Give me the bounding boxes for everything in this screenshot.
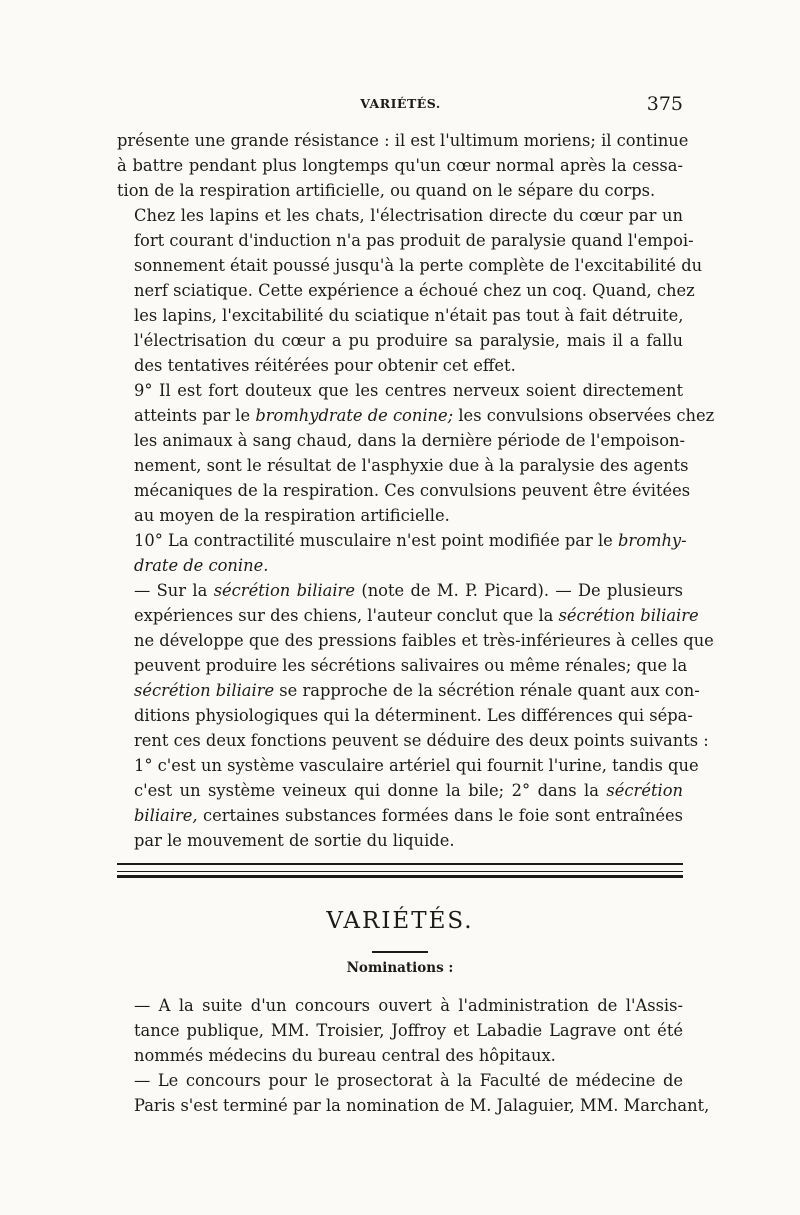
text-line: nommés médecins du bureau central des hôpitaux. [134, 1046, 556, 1065]
text-line: des tentatives réitérées pour obtenir cet effet. [134, 356, 516, 375]
text-line: — Sur la sécrétion biliaire (note de M. P. Picard). — De plusieurs [134, 581, 683, 600]
section-text [117, 993, 710, 1118]
section-subheading: Nominations : [346, 960, 454, 976]
text-line: expériences sur des chiens, l'auteur conclut que la sécrétion biliaire [134, 606, 699, 625]
body-paragraph [117, 128, 689, 203]
section-paragraph [117, 1068, 710, 1118]
text-line: Chez les lapins et les chats, l'électrisation directe du cœur par un [134, 206, 683, 225]
text-line: par le mouvement de sortie du liquide. [134, 831, 455, 850]
body-paragraph [117, 528, 687, 578]
body-paragraph [117, 578, 714, 853]
text-line: à battre pendant plus longtemps qu'un cœur normal après la cessa- [117, 156, 683, 175]
text-line: présente une grande résistance : il est l'ultimum moriens; il continue [117, 131, 689, 150]
text-line: 1° c'est un système vasculaire artériel qui fournit l'urine, tandis que [134, 756, 699, 775]
section-paragraph [117, 993, 683, 1068]
text-line: au moyen de la respiration artificielle. [134, 506, 450, 525]
text-line: les lapins, l'excitabilité du sciatique n'était pas tout à fait détruite, [134, 306, 684, 325]
text-line: tance publique, MM. Troisier, Joffroy et Labadie Lagrave ont été [134, 1021, 683, 1040]
section-title: VARIÉTÉS. [326, 908, 474, 934]
text-line: l'électrisation du cœur a pu produire sa paralysie, mais il a fallu [134, 331, 683, 350]
text-line: Paris s'est terminé par la nomination de M. Jalaguier, MM. Marchant, [134, 1096, 710, 1115]
body-paragraph [117, 378, 715, 528]
running-title: VARIÉTÉS. [360, 96, 441, 111]
section-title-rule [372, 951, 428, 953]
text-line: ditions physiologiques qui la déterminent. Les différences qui sépa- [134, 706, 693, 725]
text-line: mécaniques de la respiration. Ces convulsions peuvent être évitées [134, 481, 691, 500]
text-line: biliaire, certaines substances formées dans le foie sont entraînées [134, 806, 683, 825]
text-line: atteints par le bromhydrate de conine; les convulsions observées chez [134, 406, 715, 425]
text-line: nement, sont le résultat de l'asphyxie due à la paralysie des agents [134, 456, 689, 475]
text-line: 10° La contractilité musculaire n'est point modifiée par le bromhy- [134, 531, 687, 550]
text-line: 9° Il est fort douteux que les centres nerveux soient directement [134, 381, 683, 400]
text-line: tion de la respiration artificielle, ou quand on le sépare du corps. [117, 181, 656, 200]
text-line: ne développe que des pressions faibles et très-inférieures à celles que [134, 631, 714, 650]
section-divider-bottom [117, 875, 683, 878]
body-paragraph [117, 203, 703, 378]
text-line: peuvent produire les sécrétions salivaires ou même rénales; que la [134, 656, 688, 675]
section-divider-top [117, 863, 683, 865]
body-text [117, 128, 715, 853]
text-line: les animaux à sang chaud, dans la dernière période de l'empoison- [134, 431, 686, 450]
text-line: drate de conine. [134, 556, 269, 575]
text-line: — Le concours pour le prosectorat à la Faculté de médecine de [134, 1071, 683, 1090]
text-line: sonnement était poussé jusqu'à la perte complète de l'excitabilité du [134, 256, 703, 275]
text-line: rent ces deux fonctions peuvent se déduire des deux points suivants : [134, 731, 709, 750]
text-line: — A la suite d'un concours ouvert à l'administration de l'Assis- [134, 996, 683, 1015]
running-header [118, 93, 683, 122]
text-line: fort courant d'induction n'a pas produit de paralysie quand l'empoi- [134, 231, 694, 250]
section-divider-middle [117, 871, 683, 872]
page-number: 375 [646, 93, 683, 115]
text-line: nerf sciatique. Cette expérience a échoué chez un coq. Quand, chez [134, 281, 695, 300]
text-line: c'est un système veineux qui donne la bile; 2° dans la sécrétion [134, 781, 683, 800]
text-line: sécrétion biliaire se rapproche de la sécrétion rénale quant aux con- [134, 681, 700, 700]
